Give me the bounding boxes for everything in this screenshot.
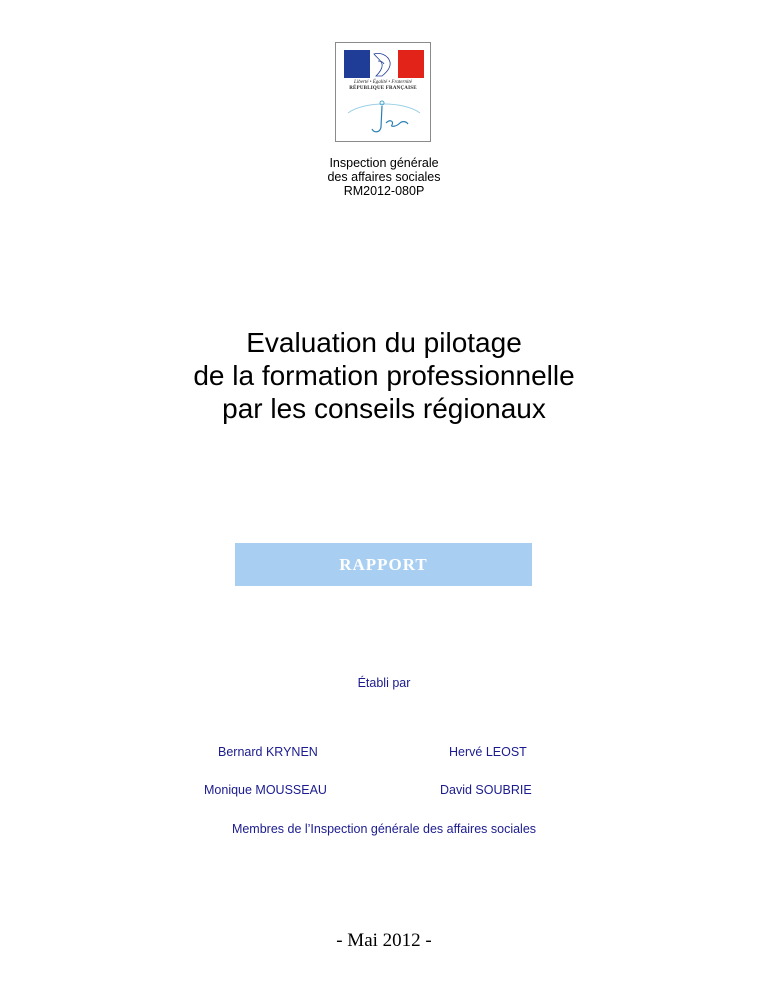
author-name: Monique MOUSSEAU (204, 783, 327, 797)
report-label: RAPPORT (339, 554, 428, 574)
marianne-icon (370, 52, 398, 78)
igas-icon (344, 97, 424, 139)
republic-label: RÉPUBLIQUE FRANÇAISE (349, 86, 417, 91)
title-line3: par les conseils régionaux (222, 393, 546, 424)
tricolor-flag (344, 50, 424, 78)
authors-role: Membres de l’Inspection générale des affaires sociales (231, 822, 537, 836)
organization-block (0, 156, 768, 198)
author-name: David SOUBRIE (440, 783, 532, 797)
organization-line2: des affaires sociales (327, 170, 441, 184)
report-label-box (235, 543, 532, 586)
organization-line1: Inspection générale (329, 156, 439, 170)
author-name: Hervé LEOST (449, 745, 527, 759)
report-reference: RM2012-080P (343, 184, 425, 198)
document-title (0, 326, 768, 425)
title-line2: de la formation professionnelle (193, 360, 575, 391)
motto: Liberté • Égalité • Fraternité (354, 80, 412, 85)
logo (335, 42, 431, 142)
title-line1: Evaluation du pilotage (246, 327, 522, 358)
authors-intro: Établi par (357, 676, 411, 690)
author-name: Bernard KRYNEN (218, 745, 318, 759)
publication-date: - Mai 2012 - (336, 930, 432, 951)
